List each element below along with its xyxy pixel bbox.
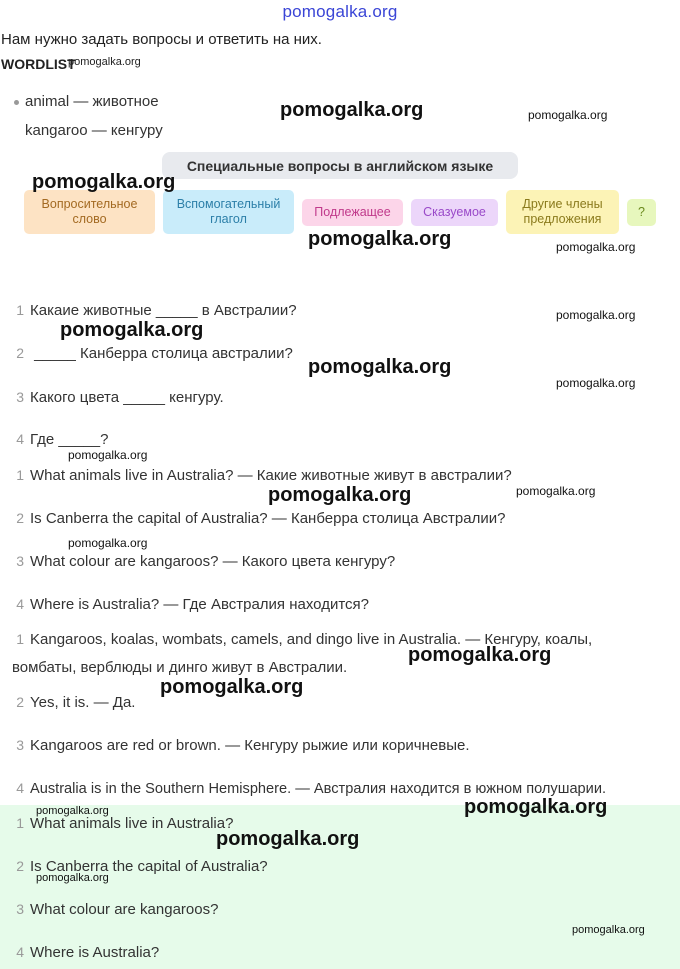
watermark: pomogalka.org: [216, 828, 360, 850]
watermark: pomogalka.org: [308, 228, 452, 250]
gap-item: 1 Какаие животные _____ в Австралии?: [16, 302, 297, 319]
watermark: pomogalka.org: [160, 676, 304, 698]
gap-item: 3 Какого цвета _____ кенгуру.: [16, 389, 224, 406]
translation-item: 1 What animals live in Australia? — Какие животные живут в австралии?: [16, 467, 512, 484]
bullet-icon: [14, 100, 19, 105]
intro-text: Нам нужно задать вопросы и ответить на них.: [1, 31, 322, 48]
chip-auxiliary-verb: Вспомогательный глагол: [163, 190, 294, 234]
final-question-item: 3 What colour are kangaroos?: [16, 901, 219, 918]
watermark: pomogalka.org: [32, 171, 176, 193]
chip-question-mark: ?: [627, 199, 656, 226]
watermark: pomogalka.org: [408, 644, 552, 666]
chip-question-word: Вопросительное слово: [24, 190, 155, 234]
wordlist-item: animal — животное: [14, 93, 159, 110]
site-header-link[interactable]: pomogalka.org: [282, 2, 398, 21]
translation-item: 2 Is Canberra the capital of Australia? — Канберра столица Австралии?: [16, 510, 506, 527]
gap-item: 4 Где _____?: [16, 431, 109, 448]
answer-item: 4 Australia is in the Southern Hemisphere. — Австралия находится в южном полушарии.: [16, 780, 607, 797]
watermark: pomogalka.org: [572, 924, 645, 936]
watermark: pomogalka.org: [36, 805, 109, 817]
watermark: pomogalka.org: [556, 376, 636, 390]
watermark: pomogalka.org: [280, 99, 424, 121]
answer-item: 2 Yes, it is. — Да.: [16, 694, 136, 711]
wordlist-watermark: pomogalka.org: [68, 56, 141, 68]
watermark: pomogalka.org: [464, 796, 608, 818]
final-question-item: 1 What animals live in Australia?: [16, 815, 234, 832]
watermark: pomogalka.org: [308, 356, 452, 378]
watermark: pomogalka.org: [36, 872, 109, 884]
watermark: pomogalka.org: [516, 484, 596, 498]
chip-subject: Подлежащее: [302, 199, 403, 226]
watermark: pomogalka.org: [556, 240, 636, 254]
answer-item: 1 Kangaroos, koalas, wombats, camels, and dingo live in Australia. — Кенгуру, коалы, вомбаты, верблюды и динго живут в Австралии.: [12, 631, 593, 676]
watermark: pomogalka.org: [528, 108, 608, 122]
scheme-title: Специальные вопросы в английском языке: [162, 152, 518, 179]
watermark: pomogalka.org: [68, 448, 148, 462]
watermark: pomogalka.org: [60, 319, 204, 341]
chip-other-members: Другие члены предложения: [506, 190, 619, 234]
translation-item: 3 What colour are kangaroos? — Какого цвета кенгуру?: [16, 553, 396, 570]
watermark: pomogalka.org: [268, 484, 412, 506]
gap-item: 2 _____ Канберра столица австралии?: [16, 345, 293, 362]
final-question-item: 4 Where is Australia?: [16, 944, 160, 961]
wordlist-title: WORDLIST: [1, 56, 76, 72]
wordlist-item: kangaroo — кенгуру: [25, 122, 163, 139]
watermark: pomogalka.org: [68, 536, 148, 550]
answer-item: 3 Kangaroos are red or brown. — Кенгуру рыжие или коричневые.: [16, 737, 470, 754]
chip-predicate: Сказуемое: [411, 199, 498, 226]
translation-item: 4 Where is Australia? — Где Австралия находится?: [16, 596, 369, 613]
watermark: pomogalka.org: [556, 308, 636, 322]
final-question-item: 2 Is Canberra the capital of Australia?: [16, 858, 268, 875]
